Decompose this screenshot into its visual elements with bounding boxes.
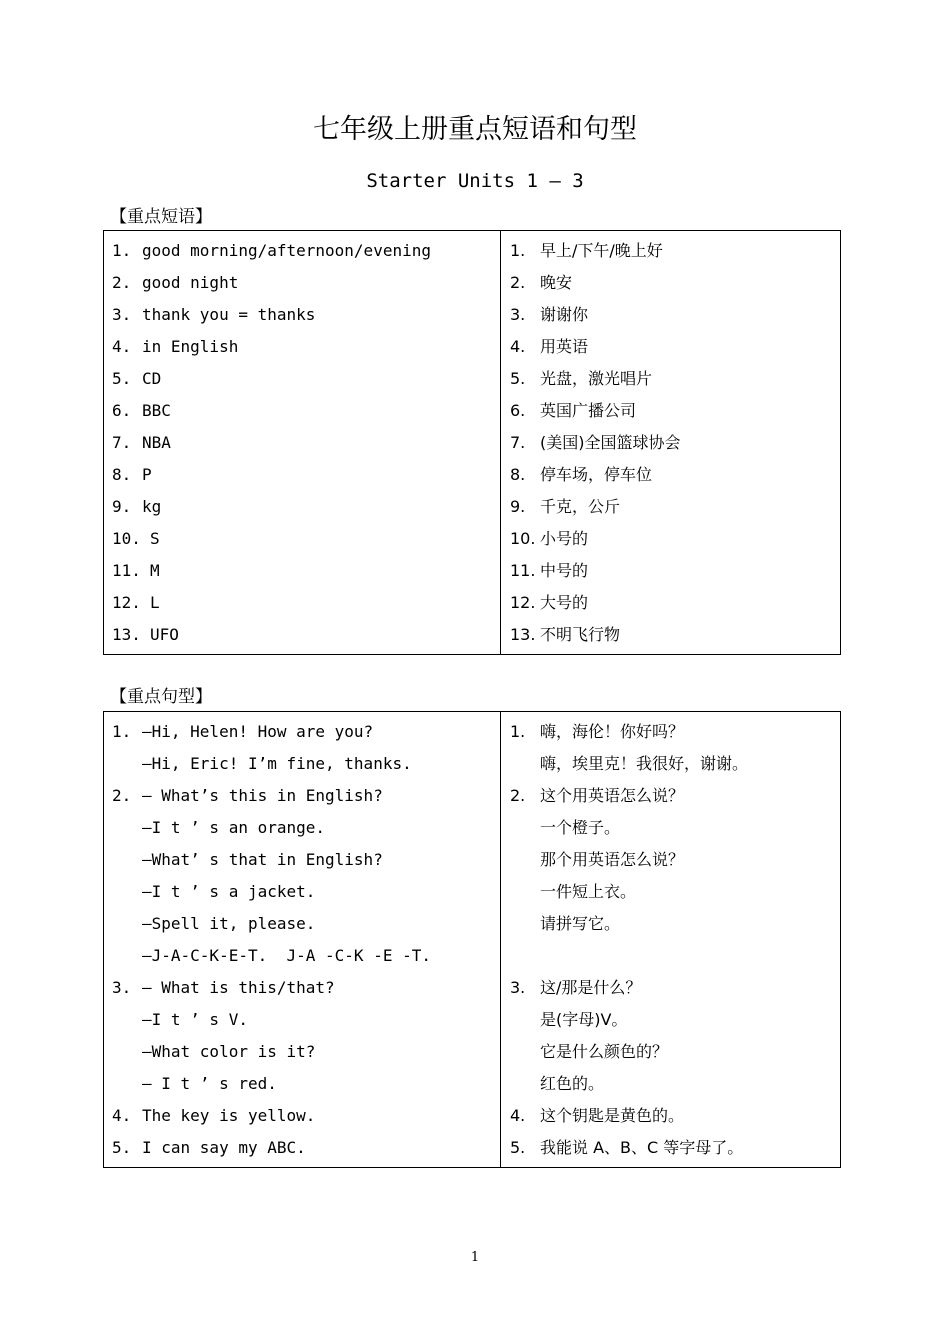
item-number: 12. <box>112 593 141 612</box>
table-row <box>510 590 840 622</box>
phrase-english: P <box>142 465 152 484</box>
sentence-english: —Spell it, please. <box>142 914 316 933</box>
item-number: 1. <box>510 241 526 260</box>
item-number: 5. <box>510 369 526 388</box>
sentence-chinese: 是(字母)V。 <box>540 1010 628 1029</box>
table-row <box>510 815 840 847</box>
table-row <box>510 430 840 462</box>
item-number: 2. <box>112 273 132 292</box>
table-row <box>112 238 500 270</box>
item-number <box>112 943 142 975</box>
table-row <box>112 1103 500 1135</box>
item-number <box>112 751 142 783</box>
sentence-chinese: 我能说 A、B、C 等字母了。 <box>540 1138 744 1157</box>
table-row <box>112 494 500 526</box>
table-row <box>510 622 840 654</box>
phrases-chinese-column <box>501 231 840 654</box>
item-number: 2. <box>112 786 132 805</box>
table-row <box>112 975 500 1007</box>
sentence-chinese: 红色的。 <box>540 1074 605 1093</box>
sentence-chinese: 请拼写它。 <box>540 914 621 933</box>
table-row <box>112 879 500 911</box>
table-row <box>112 590 500 622</box>
phrase-chinese: (美国)全国篮球协会 <box>540 433 681 452</box>
sentence-english: —Hi, Helen! How are you? <box>142 722 374 741</box>
sentence-english: —J-A-C-K-E-T. J-A -C-K -E -T. <box>142 946 431 965</box>
table-row <box>510 879 840 911</box>
table-row <box>112 270 500 302</box>
item-number: 3. <box>112 305 132 324</box>
table-row <box>112 815 500 847</box>
item-number: 6. <box>510 401 526 420</box>
item-number: 4. <box>510 337 526 356</box>
item-number: 6. <box>112 401 132 420</box>
item-number <box>112 1071 142 1103</box>
phrases-heading: 【重点短语】 <box>110 207 212 227</box>
phrase-chinese: 大号的 <box>540 593 589 612</box>
phrase-chinese: 早上/下午/晚上好 <box>540 241 663 260</box>
item-number: 13. <box>112 625 141 644</box>
table-row <box>510 943 840 975</box>
item-number: 3. <box>112 978 132 997</box>
item-number: 5. <box>112 369 132 388</box>
sentence-chinese: 嗨，海伦！你好吗？ <box>540 722 685 741</box>
table-row <box>112 911 500 943</box>
table-row <box>112 1071 500 1103</box>
page-number: 1 <box>470 1250 480 1265</box>
phrase-english: good night <box>142 273 239 292</box>
item-number: 11. <box>510 561 536 580</box>
item-number <box>112 911 142 943</box>
item-number: 11. <box>112 561 141 580</box>
item-number: 4. <box>112 1106 132 1125</box>
sentence-english: — What’s this in English? <box>142 786 383 805</box>
table-row <box>112 398 500 430</box>
sentence-english: — I t ’ s red. <box>142 1074 277 1093</box>
table-row <box>510 462 840 494</box>
item-number: 4. <box>510 1106 526 1125</box>
table-row <box>510 1071 840 1103</box>
table-row <box>112 622 500 654</box>
table-row <box>510 1007 840 1039</box>
sentences-table <box>103 711 841 1168</box>
item-number <box>112 847 142 879</box>
table-row <box>510 783 840 815</box>
item-number: 2. <box>510 273 526 292</box>
sentence-chinese: 这/那是什么？ <box>540 978 642 997</box>
page-subtitle: Starter Units 1 — 3 <box>366 170 584 192</box>
item-number <box>510 943 540 975</box>
item-number <box>510 1039 540 1071</box>
phrase-chinese: 用英语 <box>540 337 589 356</box>
sentence-chinese: 一件短上衣。 <box>540 882 637 901</box>
table-row <box>510 558 840 590</box>
table-row <box>112 430 500 462</box>
item-number <box>510 847 540 879</box>
table-row <box>510 1039 840 1071</box>
item-number: 12. <box>510 593 536 612</box>
phrase-english: CD <box>142 369 162 388</box>
item-number: 2. <box>510 786 526 805</box>
table-row <box>112 1135 500 1167</box>
table-row <box>112 783 500 815</box>
item-number: 5. <box>112 1138 132 1157</box>
sentence-chinese: 这个用英语怎么说？ <box>540 786 685 805</box>
item-number <box>112 1039 142 1071</box>
sentence-english: —I t ’ s an orange. <box>142 818 326 837</box>
phrase-english: thank you = thanks <box>142 305 316 324</box>
item-number: 10. <box>112 529 141 548</box>
table-row <box>112 334 500 366</box>
table-row <box>510 975 840 1007</box>
table-row <box>112 462 500 494</box>
table-row <box>510 334 840 366</box>
phrase-chinese: 不明飞行物 <box>540 625 621 644</box>
item-number: 3. <box>510 305 526 324</box>
item-number: 13. <box>510 625 536 644</box>
phrase-english: S <box>150 529 160 548</box>
phrase-english: M <box>150 561 160 580</box>
sentence-chinese: 一个橙子。 <box>540 818 621 837</box>
item-number <box>510 815 540 847</box>
table-row <box>112 558 500 590</box>
table-row <box>112 1007 500 1039</box>
table-row <box>510 238 840 270</box>
sentence-english: —What’ s that in English? <box>142 850 383 869</box>
phrase-english: NBA <box>142 433 171 452</box>
item-number: 8. <box>510 465 526 484</box>
table-row <box>112 302 500 334</box>
table-row <box>510 1135 840 1167</box>
table-row <box>112 1039 500 1071</box>
sentence-english: —I t ’ s V. <box>142 1010 248 1029</box>
table-row <box>510 1103 840 1135</box>
item-number <box>510 911 540 943</box>
sentences-english-column <box>104 712 501 1167</box>
phrase-chinese: 晚安 <box>540 273 573 292</box>
item-number: 1. <box>510 722 526 741</box>
item-number: 4. <box>112 337 132 356</box>
table-row <box>112 943 500 975</box>
table-row <box>112 526 500 558</box>
table-row <box>112 366 500 398</box>
sentence-chinese: 它是什么颜色的？ <box>540 1042 669 1061</box>
sentences-heading: 【重点句型】 <box>110 687 212 707</box>
table-row <box>510 719 840 751</box>
item-number: 9. <box>112 497 132 516</box>
item-number <box>112 879 142 911</box>
table-row <box>510 751 840 783</box>
item-number: 5. <box>510 1138 526 1157</box>
phrase-chinese: 谢谢你 <box>540 305 589 324</box>
sentences-chinese-column <box>501 712 840 1167</box>
sentence-chinese: 嗨，埃里克！我很好，谢谢。 <box>540 754 749 773</box>
table-row <box>510 526 840 558</box>
item-number: 7. <box>510 433 526 452</box>
table-row <box>510 302 840 334</box>
item-number <box>510 1007 540 1039</box>
item-number: 1. <box>112 241 132 260</box>
sentence-english: — What is this/that? <box>142 978 335 997</box>
phrase-chinese: 小号的 <box>540 529 589 548</box>
phrase-english: in English <box>142 337 239 356</box>
sentence-english: —I t ’ s a jacket. <box>142 882 316 901</box>
table-row <box>112 719 500 751</box>
phrase-chinese: 英国广播公司 <box>540 401 637 420</box>
phrase-chinese: 千克，公斤 <box>540 497 621 516</box>
item-number <box>112 1007 142 1039</box>
phrase-english: UFO <box>150 625 179 644</box>
item-number: 8. <box>112 465 132 484</box>
sentence-english: The key is yellow. <box>142 1106 316 1125</box>
phrase-english: kg <box>142 497 162 516</box>
table-row <box>510 494 840 526</box>
table-row <box>510 398 840 430</box>
phrases-english-column <box>104 231 501 654</box>
phrase-english: good morning/afternoon/evening <box>142 241 431 260</box>
item-number: 9. <box>510 497 526 516</box>
sentence-chinese: 这个钥匙是黄色的。 <box>540 1106 685 1125</box>
item-number <box>510 879 540 911</box>
table-row <box>510 911 840 943</box>
item-number <box>510 1071 540 1103</box>
item-number <box>112 815 142 847</box>
table-row <box>510 847 840 879</box>
item-number: 7. <box>112 433 132 452</box>
sentence-english: —What color is it? <box>142 1042 316 1061</box>
phrase-english: BBC <box>142 401 171 420</box>
sentence-chinese: 那个用英语怎么说？ <box>540 850 685 869</box>
item-number: 10. <box>510 529 536 548</box>
table-row <box>112 751 500 783</box>
phrase-english: L <box>150 593 160 612</box>
item-number <box>510 751 540 783</box>
phrase-chinese: 中号的 <box>540 561 589 580</box>
table-row <box>112 847 500 879</box>
sentence-english: I can say my ABC. <box>142 1138 306 1157</box>
phrase-chinese: 光盘，激光唱片 <box>540 369 653 388</box>
item-number: 3. <box>510 978 526 997</box>
item-number: 1. <box>112 722 132 741</box>
phrase-chinese: 停车场，停车位 <box>540 465 653 484</box>
phrases-table <box>103 230 841 655</box>
table-row <box>510 270 840 302</box>
table-row <box>510 366 840 398</box>
sentence-english: —Hi, Eric! I’m fine, thanks. <box>142 754 412 773</box>
page-title: 七年级上册重点短语和句型 <box>313 114 637 145</box>
